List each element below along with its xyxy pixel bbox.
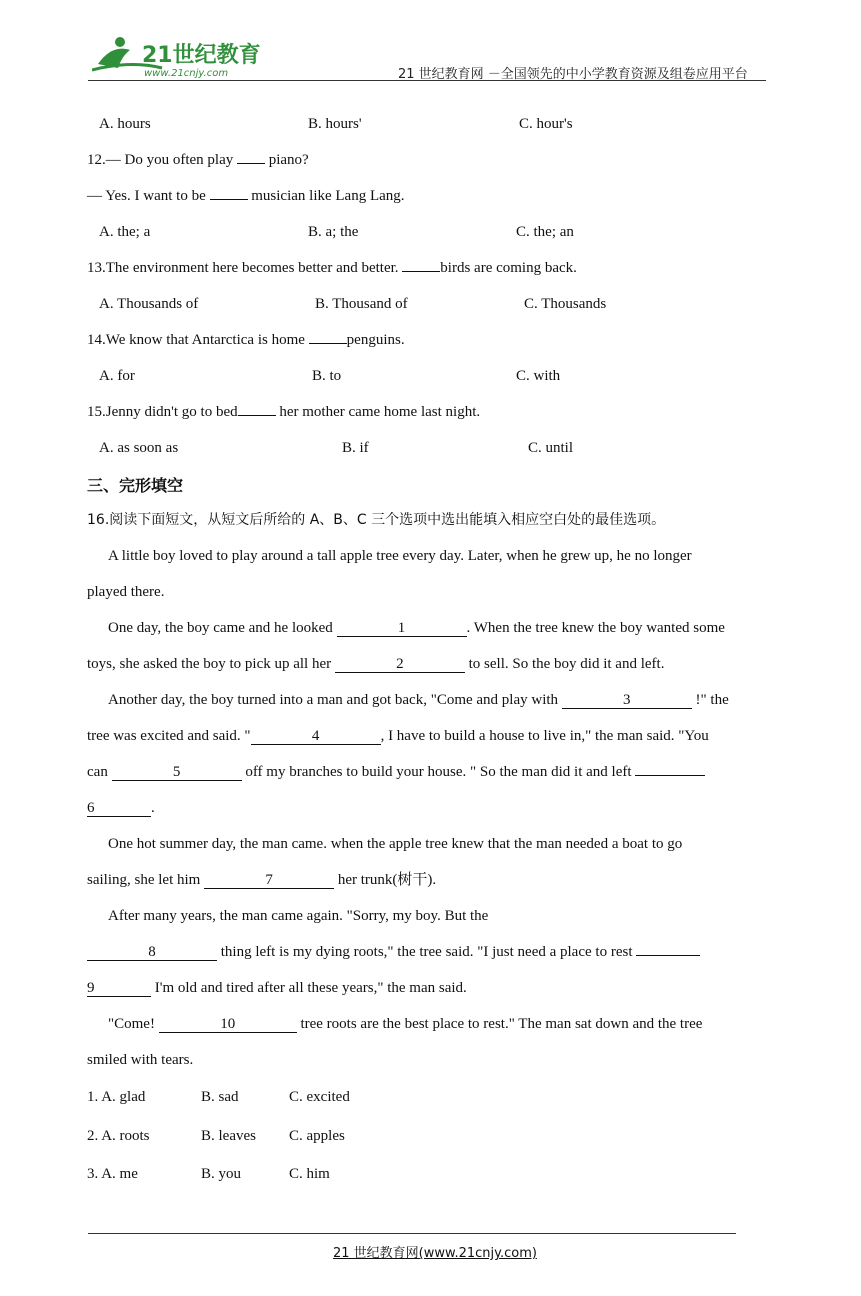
answer-option-a: A. me	[101, 1166, 138, 1182]
answer-row	[87, 1126, 150, 1146]
passage-text: off my branches to build your house. " So the man did it and left	[241, 764, 636, 780]
q12-option-a: A. the; a	[99, 224, 151, 240]
q13-option-a: A. Thousands of	[99, 296, 199, 312]
passage-text: I'm old and tired after all these years," the man said.	[151, 980, 467, 996]
q15-stem	[87, 402, 480, 422]
q14-option-b: B. to	[312, 368, 342, 384]
answer-option-b: B. sad	[201, 1089, 239, 1105]
cloze-blank-6: 6	[87, 800, 151, 817]
q14-post: penguins.	[346, 332, 405, 348]
q13-stem	[87, 258, 577, 278]
passage-p4-line2	[87, 870, 436, 890]
cloze-blank-2: 2	[335, 656, 465, 673]
passage-p3-line3	[87, 762, 705, 782]
passage-p1-line1: A little boy loved to play around a tall apple tree every day. Later, when he grew up, he no longer	[108, 548, 692, 564]
q14-blank	[309, 343, 347, 344]
q13-option-b: B. Thousand of	[315, 296, 408, 312]
passage-p2-line1	[108, 618, 725, 638]
q12-blank-1	[237, 163, 265, 164]
answer-number: 3.	[87, 1166, 102, 1182]
q11-option-b: B. hours'	[308, 116, 362, 132]
header-divider	[88, 80, 766, 81]
q11-option-a: A. hours	[99, 116, 151, 132]
cloze-blank-9-start	[636, 955, 700, 956]
cloze-blank-3: 3	[562, 692, 692, 709]
q14-pre: 14.We know that Antarctica is home	[87, 332, 309, 348]
passage-p3-line2	[87, 726, 709, 746]
cloze-blank-5: 5	[112, 764, 242, 781]
footer-link[interactable]: 21 世纪教育网(www.21cnjy.com)	[333, 1246, 537, 1261]
passage-p3-line1	[108, 690, 729, 710]
passage-p6-line2: smiled with tears.	[87, 1052, 194, 1068]
q13-blank	[402, 271, 440, 272]
logo-icon	[92, 34, 272, 78]
passage-text: thing left is my dying roots," the tree said. "I just need a place to rest	[217, 944, 637, 960]
passage-p4-line1: One hot summer day, the man came. when the apple tree knew that the man needed a boat to go	[108, 836, 683, 852]
answer-option-b: B. leaves	[201, 1128, 256, 1144]
cloze-blank-10: 10	[159, 1016, 297, 1033]
passage-text: !" the	[691, 692, 729, 708]
q12-line2-post: musician like Lang Lang.	[247, 188, 405, 204]
q12-line1-post: piano?	[264, 152, 309, 168]
q15-pre: 15.Jenny didn't go to bed	[87, 404, 238, 420]
answer-number: 2.	[87, 1128, 102, 1144]
section-title-cloze: 三、完形填空	[87, 476, 184, 495]
q12-line1-pre: 12.— Do you often play	[87, 152, 237, 168]
q15-option-a: A. as soon as	[99, 440, 179, 456]
passage-p2-line2	[87, 654, 664, 674]
q12-line2-pre: — Yes. I want to be	[87, 188, 210, 204]
passage-p5-line1: After many years, the man came again. "Sorry, my boy. But the	[108, 908, 489, 924]
q13-pre: 13.The environment here becomes better and better.	[87, 260, 403, 276]
answer-option-c: C. apples	[289, 1128, 345, 1144]
cloze-blank-1: 1	[337, 620, 467, 637]
logo-text: 21世纪教育	[142, 43, 261, 68]
passage-p5-line3	[87, 978, 467, 998]
passage-text: "Come!	[108, 1016, 159, 1032]
logo-url: www.21cnjy.com	[144, 68, 229, 78]
passage-text: Another day, the boy turned into a man and got back, "Come and play with	[108, 692, 562, 708]
header-site-text: 21 世纪教育网 －全国领先的中小学教育资源及组卷应用平台	[398, 67, 748, 82]
passage-p3-line4	[87, 798, 155, 818]
footer-divider	[88, 1233, 736, 1234]
q13-post: birds are coming back.	[440, 260, 577, 276]
cloze-blank-7: 7	[204, 872, 334, 889]
answer-row	[87, 1164, 138, 1184]
passage-p5-line2	[87, 942, 700, 962]
q15-blank	[238, 415, 276, 416]
passage-text: tree roots are the best place to rest." The man sat down and the tree	[296, 1016, 703, 1032]
q14-option-a: A. for	[99, 368, 135, 384]
answer-option-a: A. roots	[101, 1128, 150, 1144]
passage-text: can	[87, 764, 112, 780]
q14-option-c: C. with	[516, 368, 561, 384]
q15-option-c: C. until	[528, 440, 574, 456]
passage-text: .	[151, 800, 155, 816]
q12-blank-2	[210, 199, 248, 200]
passage-p6-line1	[108, 1014, 702, 1034]
answer-row	[87, 1087, 145, 1107]
passage-text: One day, the boy came and he looked	[108, 620, 337, 636]
q16-instruction: 16.阅读下面短文，从短文后所给的 A、B、C 三个选项中选出能填入相应空白处的最佳选项。	[87, 512, 666, 528]
q12-line2	[87, 186, 405, 206]
passage-text: sailing, she let him	[87, 872, 205, 888]
q12-line1	[87, 150, 309, 170]
q12-option-b: B. a; the	[308, 224, 359, 240]
passage-text: . When the tree knew the boy wanted some	[466, 620, 725, 636]
passage-text: to sell. So the boy did it and left.	[464, 656, 665, 672]
q15-option-b: B. if	[342, 440, 369, 456]
q14-stem	[87, 330, 405, 350]
cloze-blank-8: 8	[87, 944, 217, 961]
cloze-blank-9: 9	[87, 980, 151, 997]
answer-option-b: B. you	[201, 1166, 242, 1182]
answer-option-c: C. him	[289, 1166, 330, 1182]
q11-option-c: C. hour's	[519, 116, 573, 132]
answer-option-c: C. excited	[289, 1089, 350, 1105]
passage-text: toys, she asked the boy to pick up all her	[87, 656, 335, 672]
passage-text: her trunk(树干).	[334, 872, 437, 888]
q13-option-c: C. Thousands	[524, 296, 607, 312]
q15-post: her mother came home last night.	[275, 404, 481, 420]
cloze-blank-6-start	[635, 775, 705, 776]
passage-p1-line2: played there.	[87, 584, 165, 600]
passage-text: tree was excited and said. "	[87, 728, 251, 744]
cloze-blank-4: 4	[251, 728, 381, 745]
passage-text: , I have to build a house to live in," the man said. "You	[380, 728, 709, 744]
answer-option-a: A. glad	[101, 1089, 146, 1105]
q12-option-c: C. the; an	[516, 224, 574, 240]
answer-number: 1.	[87, 1089, 102, 1105]
